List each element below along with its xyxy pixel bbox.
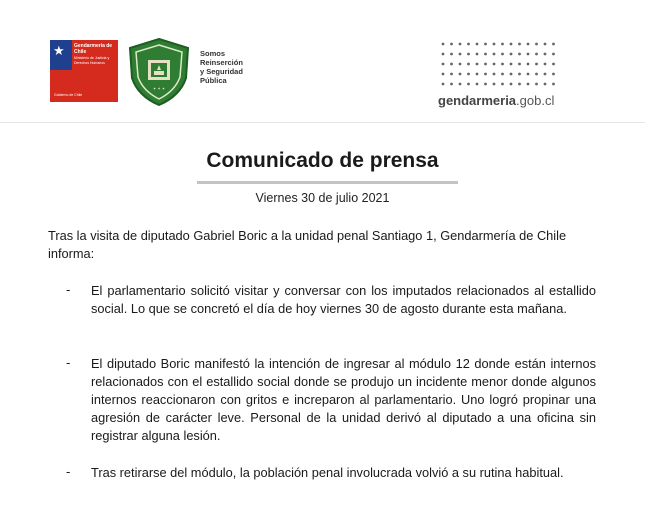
site-url[interactable] <box>438 93 554 108</box>
dot <box>510 83 513 86</box>
dot <box>518 43 521 46</box>
dot <box>450 63 453 66</box>
dot <box>535 63 538 66</box>
dot <box>442 83 445 86</box>
dot <box>510 43 513 46</box>
dot <box>450 73 453 76</box>
slogan-line: y Seguridad <box>200 67 243 76</box>
gob-logo-footer: Gobierno de Chile <box>54 93 83 97</box>
dot <box>476 83 479 86</box>
bullet-dash: - <box>66 282 71 297</box>
dot <box>484 63 487 66</box>
document-date: Viernes 30 de julio 2021 <box>255 191 390 205</box>
dot <box>510 63 513 66</box>
slogan-line: Somos <box>200 49 226 58</box>
dot <box>527 83 530 86</box>
dot <box>518 73 521 76</box>
dot <box>544 63 547 66</box>
dot <box>476 53 479 56</box>
dot <box>544 53 547 56</box>
dot <box>484 53 487 56</box>
dot <box>467 73 470 76</box>
dot <box>501 73 504 76</box>
bullet-dash: - <box>66 464 71 479</box>
dot <box>467 43 470 46</box>
dot <box>476 43 479 46</box>
dot <box>493 83 496 86</box>
dot <box>442 63 445 66</box>
intro-paragraph: Tras la visita de diputado Gabriel Boric a la unidad penal Santiago 1, Gendarmería de Chile informa: <box>48 228 567 261</box>
dot-grid-icon <box>441 41 559 89</box>
dot <box>544 83 547 86</box>
star-icon: ★ <box>53 43 65 58</box>
dot <box>552 43 555 46</box>
bullet-item: El diputado Boric manifestó la intención de ingresar al módulo 12 donde están internos relacionados con el estallido social donde se produjo un incidente menor donde algunos internos reaccionaron con gritos e increparon al parlamentario. Uno logró propinar una agresión de carácter leve. Personal de la unidad derivó al diputado a una oficina sin registrar alguna lesión. <box>91 356 596 443</box>
bullet-dash: - <box>66 355 71 370</box>
bullet-item: Tras retirarse del módulo, la población penal involucrada volvió a su rutina habitual. <box>91 465 564 480</box>
slogan <box>200 49 280 85</box>
page-title: Comunicado de prensa <box>206 149 439 172</box>
dot <box>527 53 530 56</box>
dot <box>501 53 504 56</box>
dot <box>493 63 496 66</box>
dot <box>544 43 547 46</box>
site-suffix: .gob.cl <box>516 93 555 108</box>
bullet-item: El parlamentario solicitó visitar y conversar con los imputados relacionados al estallido social. Lo que se concretó el día de hoy viernes 30 de agosto durante esta mañana. <box>91 283 596 316</box>
dot <box>527 73 530 76</box>
svg-text:✦ ✦ ✦: ✦ ✦ ✦ <box>152 86 166 91</box>
dot <box>552 53 555 56</box>
dot <box>501 43 504 46</box>
title-underline <box>197 181 458 184</box>
dot <box>493 53 496 56</box>
dot <box>552 63 555 66</box>
dot <box>459 73 462 76</box>
dot <box>552 83 555 86</box>
gob-logo-title: Gendarmería de Chile <box>74 43 113 55</box>
gendarmeria-gob-logo <box>50 40 118 102</box>
dot <box>501 63 504 66</box>
dot <box>484 43 487 46</box>
dot <box>535 73 538 76</box>
dot <box>484 73 487 76</box>
dot <box>518 63 521 66</box>
dot <box>450 53 453 56</box>
dot <box>544 73 547 76</box>
dot <box>450 83 453 86</box>
dot <box>476 73 479 76</box>
dot <box>493 43 496 46</box>
header-divider <box>0 122 645 123</box>
letterhead <box>0 0 645 122</box>
site-domain: gendarmeria <box>438 93 517 108</box>
dot <box>459 83 462 86</box>
dot <box>467 83 470 86</box>
dot <box>510 53 513 56</box>
dot <box>442 53 445 56</box>
dot <box>518 83 521 86</box>
flag-red-band <box>50 70 118 102</box>
gob-logo-subtitle: Ministerio de Justicia y Derechos Humanos <box>74 56 110 65</box>
dot <box>493 73 496 76</box>
dot <box>535 83 538 86</box>
dot <box>484 83 487 86</box>
dot <box>442 43 445 46</box>
dot <box>518 53 521 56</box>
dot <box>527 63 530 66</box>
dot <box>442 73 445 76</box>
gendarmeria-badge-icon <box>128 38 190 106</box>
slogan-line: Pública <box>200 76 227 85</box>
dot <box>467 63 470 66</box>
dot <box>510 73 513 76</box>
dot <box>450 43 453 46</box>
dot <box>501 83 504 86</box>
slogan-line: Reinserción <box>200 58 243 67</box>
dot <box>459 63 462 66</box>
dot <box>459 53 462 56</box>
dot <box>552 73 555 76</box>
dot <box>535 43 538 46</box>
dot <box>467 53 470 56</box>
dot <box>535 53 538 56</box>
dot <box>459 43 462 46</box>
dot <box>476 63 479 66</box>
dot <box>527 43 530 46</box>
